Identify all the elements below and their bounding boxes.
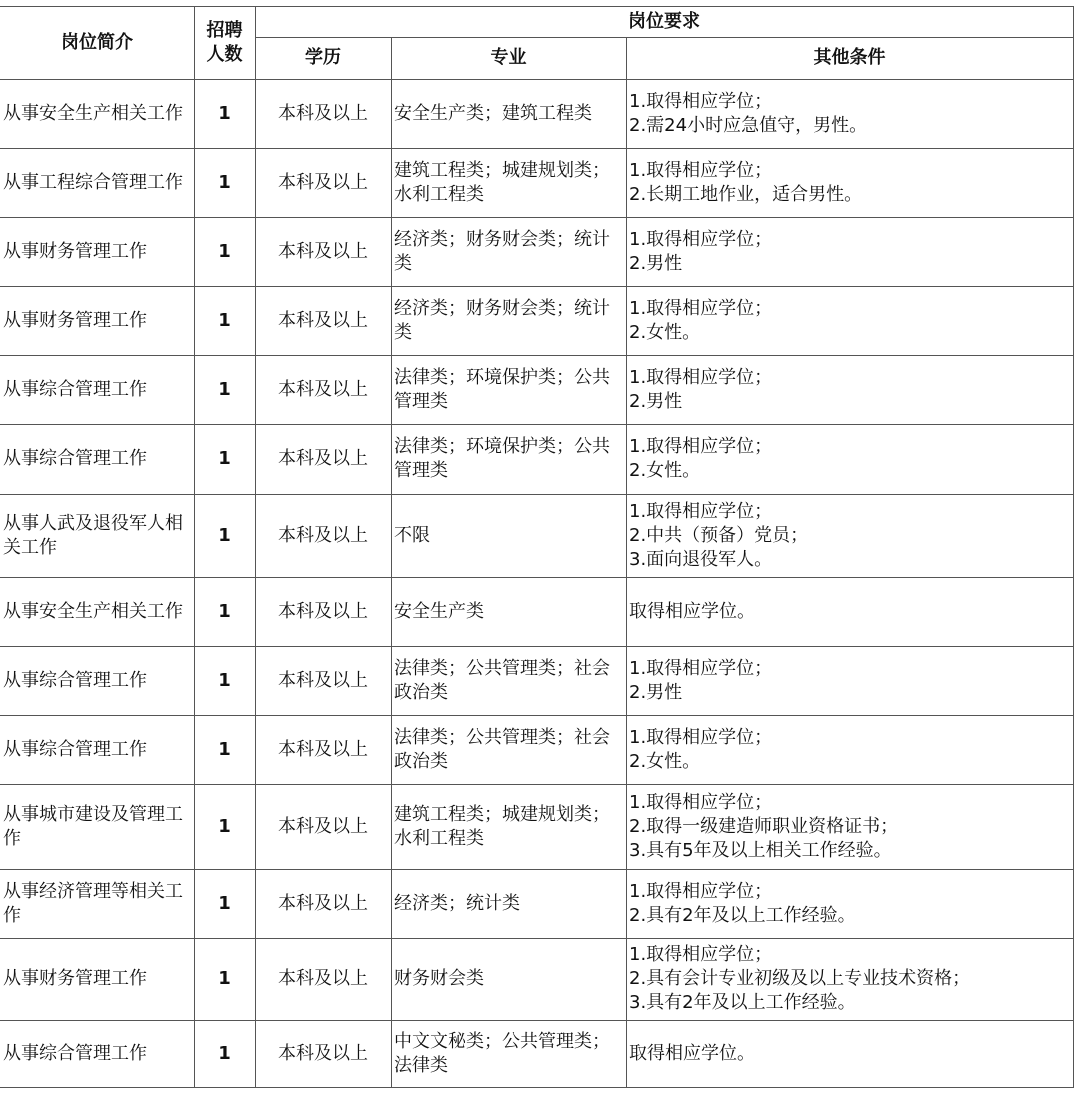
other-line: 1.取得相应学位； [629, 436, 773, 457]
major-cell [391, 1020, 626, 1087]
intro-cell-text: 从事综合管理工作 [3, 378, 147, 400]
grid-vline [255, 6, 256, 1088]
edu-cell-text: 本科及以上 [278, 600, 368, 622]
edu-cell-text: 本科及以上 [278, 524, 368, 546]
intro-cell [0, 938, 194, 1020]
intro-cell [0, 646, 194, 715]
edu-cell [255, 424, 391, 494]
major-cell-text: 建筑工程类；城建规划类；水利工程类 [394, 159, 610, 205]
edu-cell [255, 286, 391, 355]
count-cell-text: 1 [218, 968, 231, 989]
intro-cell-text: 从事安全生产相关工作 [3, 600, 183, 622]
count-cell [194, 784, 255, 869]
other-line: 2.男性 [629, 681, 683, 703]
edu-cell-text: 本科及以上 [278, 102, 368, 124]
edu-cell [255, 355, 391, 424]
header-intro: 岗位简介 [61, 31, 133, 53]
edu-cell [255, 1020, 391, 1087]
major-cell-text: 财务财会类 [394, 968, 484, 989]
major-cell [391, 424, 626, 494]
edu-cell-text: 本科及以上 [278, 815, 368, 837]
count-cell-text: 1 [218, 240, 231, 262]
intro-cell [0, 1020, 194, 1087]
major-cell [391, 355, 626, 424]
edu-cell [255, 217, 391, 286]
other-line: 1.取得相应学位； [629, 90, 773, 112]
major-cell-text: 法律类；公共管理类；社会政治类 [394, 657, 610, 703]
header-other: 其他条件 [813, 47, 886, 68]
other-cell [626, 286, 1073, 355]
other-cell [626, 1020, 1073, 1087]
count-cell [194, 79, 255, 148]
other-cell [626, 217, 1073, 286]
count-cell-text: 1 [218, 738, 231, 760]
edu-cell [255, 577, 391, 646]
major-cell [391, 148, 626, 217]
header-group: 岗位要求 [628, 10, 700, 32]
edu-cell-text: 本科及以上 [278, 669, 368, 691]
grid-vline [626, 37, 627, 1088]
count-cell-text: 1 [218, 171, 231, 193]
count-cell-text: 1 [218, 448, 231, 469]
intro-cell-text: 从事工程综合管理工作 [3, 171, 183, 193]
edu-cell-text: 本科及以上 [278, 968, 368, 989]
edu-cell-text: 本科及以上 [278, 240, 368, 262]
other-line: 1.取得相应学位； [629, 500, 773, 522]
major-cell [391, 784, 626, 869]
count-cell-text: 1 [218, 669, 231, 691]
header-count [194, 6, 255, 79]
edu-cell-text: 本科及以上 [278, 378, 368, 400]
intro-cell-text: 从事综合管理工作 [3, 1042, 147, 1064]
intro-cell [0, 424, 194, 494]
count-cell-text: 1 [218, 1042, 231, 1064]
intro-cell-text: 从事综合管理工作 [3, 738, 147, 760]
count-cell-text: 1 [218, 524, 231, 546]
intro-cell-text: 从事财务管理工作 [3, 968, 147, 989]
grid-hline [0, 79, 1073, 80]
count-cell [194, 217, 255, 286]
count-cell [194, 424, 255, 494]
intro-cell [0, 784, 194, 869]
major-cell [391, 494, 626, 577]
other-line: 2.具有会计专业初级及以上专业技术资格； [629, 968, 971, 989]
count-cell [194, 869, 255, 938]
intro-cell-text: 从事财务管理工作 [3, 240, 147, 262]
count-cell-text: 1 [218, 378, 231, 400]
count-cell [194, 715, 255, 784]
other-cell [626, 355, 1073, 424]
header-count-line1: 招聘 [206, 19, 243, 41]
count-cell [194, 1020, 255, 1087]
other-cell [626, 494, 1073, 577]
grid-hline [0, 217, 1073, 218]
major-cell [391, 646, 626, 715]
other-cell [626, 79, 1073, 148]
edu-cell-text: 本科及以上 [278, 309, 368, 331]
intro-cell-text: 从事人武及退役军人相关工作 [3, 512, 183, 558]
other-line: 取得相应学位。 [629, 1042, 755, 1064]
count-cell-text: 1 [218, 600, 231, 622]
major-cell-text: 经济类；财务财会类；统计类 [394, 228, 610, 274]
grid-vline [391, 37, 392, 1088]
intro-cell [0, 715, 194, 784]
intro-cell-text: 从事经济管理等相关工作 [3, 880, 183, 926]
other-line: 1.取得相应学位； [629, 159, 773, 181]
header-edu: 学历 [305, 47, 341, 68]
edu-cell [255, 79, 391, 148]
grid-hline [0, 424, 1073, 425]
major-cell-text: 法律类；公共管理类；社会政治类 [394, 726, 610, 772]
major-cell-text: 中文文秘类；公共管理类；法律类 [394, 1030, 610, 1076]
other-cell [626, 869, 1073, 938]
intro-cell-text: 从事安全生产相关工作 [3, 102, 183, 124]
count-cell [194, 494, 255, 577]
intro-cell [0, 217, 194, 286]
edu-cell [255, 494, 391, 577]
count-cell-text: 1 [218, 102, 231, 124]
grid-hline [0, 6, 1073, 7]
grid-hline [255, 37, 1073, 38]
major-cell-text: 法律类；环境保护类；公共管理类 [394, 436, 610, 481]
other-line: 1.取得相应学位； [629, 880, 773, 902]
other-line: 1.取得相应学位； [629, 791, 773, 813]
major-cell-text: 建筑工程类；城建规划类；水利工程类 [394, 803, 610, 849]
intro-cell [0, 869, 194, 938]
other-line: 2.取得一级建造师职业资格证书； [629, 815, 899, 837]
intro-cell [0, 286, 194, 355]
count-cell-text: 1 [218, 892, 231, 914]
other-line: 2.女性。 [629, 321, 701, 343]
major-cell-text: 安全生产类；建筑工程类 [394, 102, 592, 124]
major-cell [391, 715, 626, 784]
intro-cell [0, 355, 194, 424]
grid-hline [0, 355, 1073, 356]
other-line: 1.取得相应学位； [629, 228, 773, 250]
other-cell [626, 784, 1073, 869]
other-line: 1.取得相应学位； [629, 657, 773, 679]
other-cell [626, 577, 1073, 646]
grid-hline [0, 577, 1073, 578]
count-cell [194, 355, 255, 424]
other-cell [626, 715, 1073, 784]
edu-cell-text: 本科及以上 [278, 1042, 368, 1064]
other-cell [626, 938, 1073, 1020]
major-cell [391, 869, 626, 938]
other-line: 2.女性。 [629, 460, 701, 481]
major-cell [391, 577, 626, 646]
other-cell [626, 424, 1073, 494]
other-cell [626, 646, 1073, 715]
major-cell-text: 不限 [394, 524, 430, 546]
intro-cell-text: 从事综合管理工作 [3, 448, 147, 469]
grid-hline [0, 494, 1073, 495]
major-cell [391, 286, 626, 355]
intro-cell [0, 577, 194, 646]
other-line: 3.具有2年及以上工作经验。 [629, 992, 856, 1013]
other-line: 2.具有2年及以上工作经验。 [629, 904, 856, 926]
grid-hline [0, 1087, 1073, 1088]
edu-cell [255, 715, 391, 784]
other-line: 2.长期工地作业，适合男性。 [629, 183, 863, 205]
count-cell-text: 1 [218, 815, 231, 837]
intro-cell-text: 从事综合管理工作 [3, 669, 147, 691]
other-line: 2.男性 [629, 252, 683, 274]
grid-hline [0, 148, 1073, 149]
header-count-line2: 人数 [206, 43, 243, 65]
grid-hline [0, 869, 1073, 870]
major-cell-text: 经济类；统计类 [394, 892, 520, 914]
intro-cell [0, 148, 194, 217]
intro-cell [0, 79, 194, 148]
intro-cell-text: 从事城市建设及管理工作 [3, 803, 183, 849]
major-cell [391, 79, 626, 148]
major-cell-text: 法律类；环境保护类；公共管理类 [394, 366, 610, 412]
edu-cell [255, 148, 391, 217]
other-line: 2.需24小时应急值守，男性。 [629, 114, 868, 136]
count-cell-text: 1 [218, 309, 231, 331]
major-cell-text: 安全生产类 [394, 600, 484, 622]
other-line: 2.男性 [629, 390, 683, 412]
major-cell-text: 经济类；财务财会类；统计类 [394, 297, 610, 343]
count-cell [194, 938, 255, 1020]
major-cell [391, 217, 626, 286]
grid-hline [0, 784, 1073, 785]
edu-cell-text: 本科及以上 [278, 448, 368, 469]
edu-cell [255, 869, 391, 938]
major-cell [391, 938, 626, 1020]
header-major: 专业 [490, 47, 527, 68]
grid-hline [0, 1020, 1073, 1021]
other-line: 2.女性。 [629, 750, 701, 772]
edu-cell [255, 784, 391, 869]
other-line: 取得相应学位。 [629, 600, 755, 622]
count-cell [194, 286, 255, 355]
other-line: 1.取得相应学位； [629, 944, 773, 965]
edu-cell [255, 646, 391, 715]
grid-vline [1073, 6, 1074, 1088]
count-cell [194, 148, 255, 217]
count-cell [194, 646, 255, 715]
other-line: 1.取得相应学位； [629, 297, 773, 319]
other-line: 2.中共（预备）党员； [629, 524, 809, 546]
edu-cell-text: 本科及以上 [278, 892, 368, 914]
grid-hline [0, 286, 1073, 287]
grid-vline [194, 6, 195, 1088]
edu-cell [255, 938, 391, 1020]
edu-cell-text: 本科及以上 [278, 171, 368, 193]
intro-cell-text: 从事财务管理工作 [3, 309, 147, 331]
other-line: 1.取得相应学位； [629, 726, 773, 748]
count-cell [194, 577, 255, 646]
grid-hline [0, 938, 1073, 939]
grid-hline [0, 715, 1073, 716]
grid-hline [0, 646, 1073, 647]
intro-cell [0, 494, 194, 577]
other-cell [626, 148, 1073, 217]
edu-cell-text: 本科及以上 [278, 738, 368, 760]
other-line: 3.面向退役军人。 [629, 548, 773, 570]
other-line: 1.取得相应学位； [629, 366, 773, 388]
other-line: 3.具有5年及以上相关工作经验。 [629, 839, 892, 861]
